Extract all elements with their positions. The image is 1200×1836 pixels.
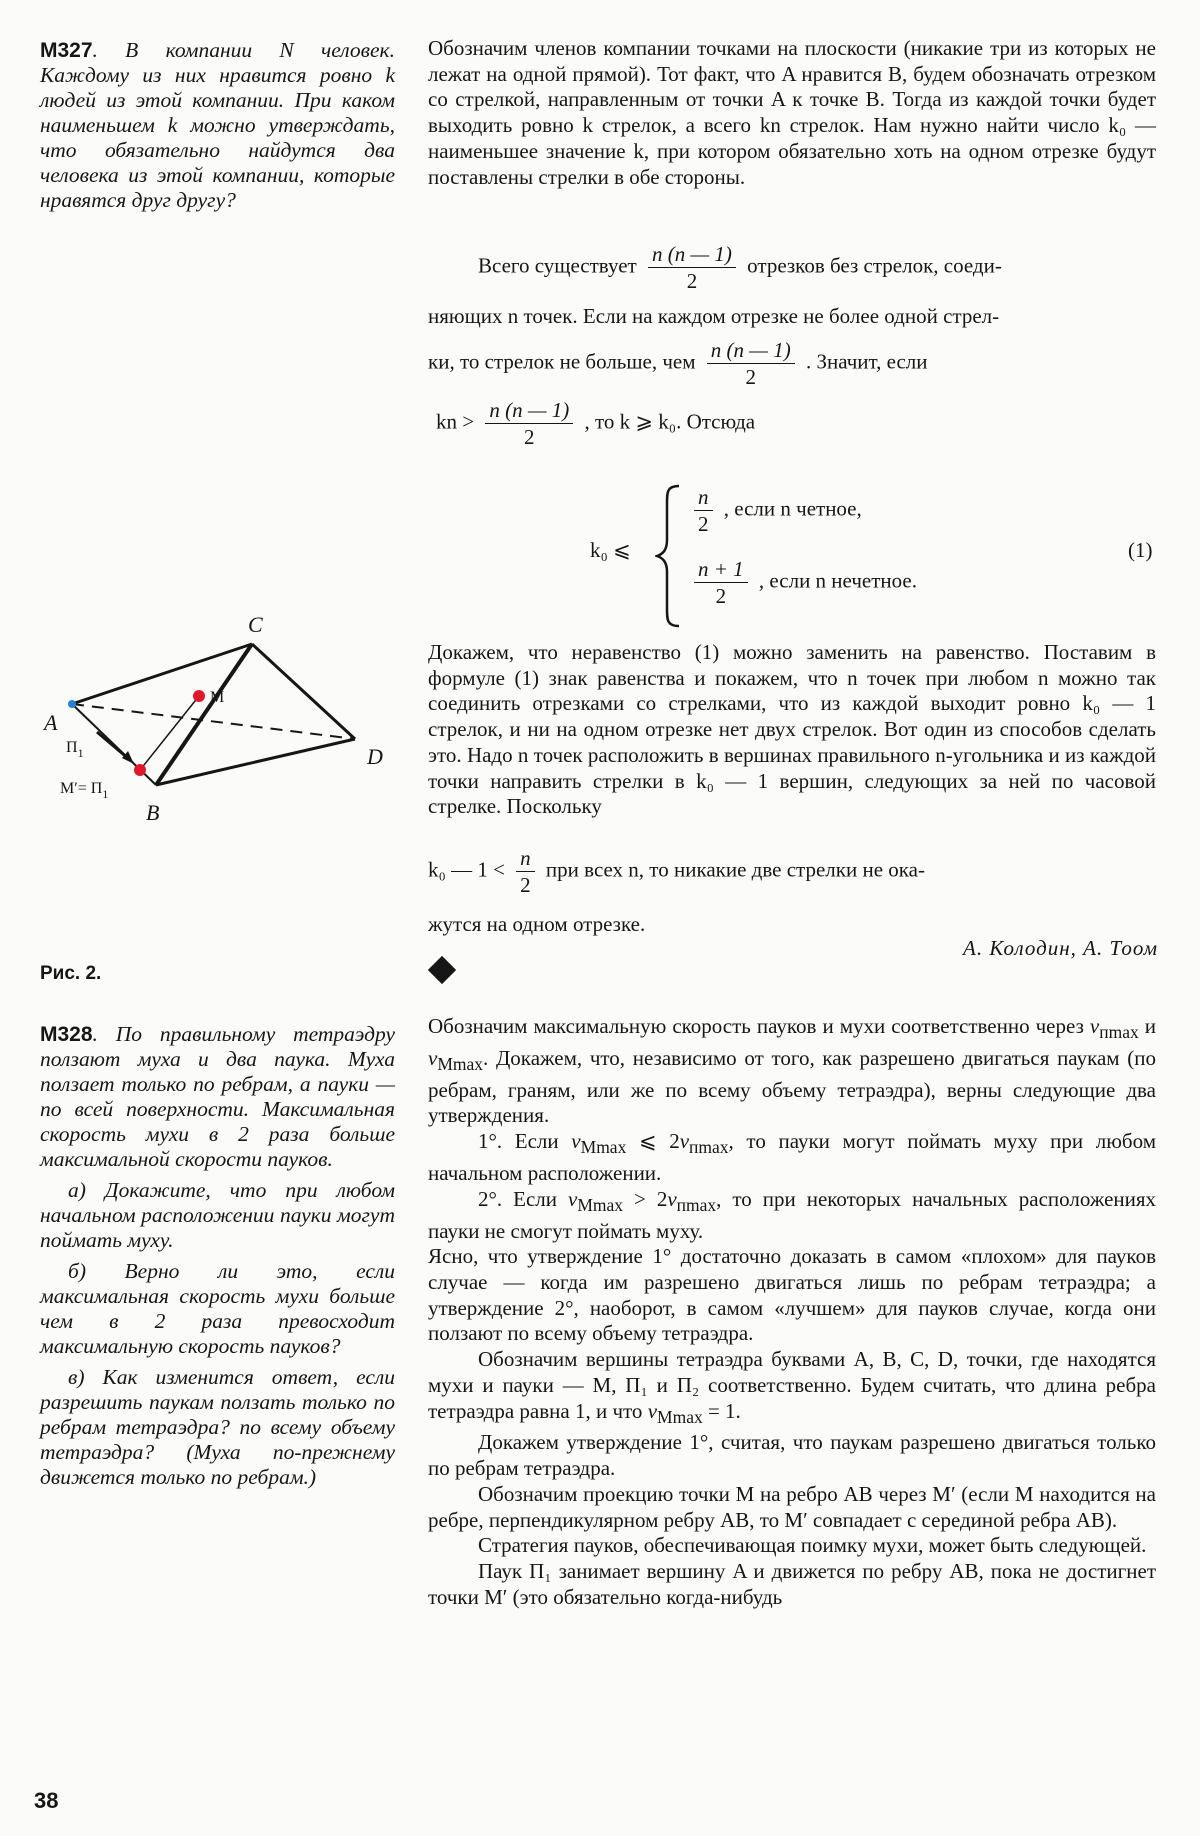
text-fragment: . Значит, если <box>805 349 928 374</box>
text-fragment: . Докажем, что, независимо от того, как разрешено двигаться паукам (по ребрам, граням, или же по всему объему тетраэдра), верны следующие два утверждения. <box>428 1045 1156 1128</box>
fraction <box>648 241 736 294</box>
point-mprime <box>134 764 146 776</box>
subscript-max: max <box>672 1406 703 1427</box>
paragraph: Ясно, что утверждение 1° достаточно доказать в самом «плохом» для пауков случае — когда им разрешено двигаться лишь по ребрам тетраэдра; а утверждение 2°, наоборот, в самом «лучшем» для пауков случае, когда они ползают по всему объему тетраэдра. <box>428 1244 1156 1346</box>
fraction-numerator: n (n — 1) <box>648 241 736 268</box>
case-condition: , если n нечетное. <box>758 568 917 593</box>
formula-line-1 <box>478 241 1002 294</box>
problem-part-c: в) Как изменится ответ, если разрешить паукам ползать только по ребрам тетраэдра? по всему объему тетраэдра? (Муха по-прежнему движется только по ребрам.) <box>40 1365 395 1489</box>
solution-text-line: няющих n точек. Если на каждом отрезке не более одной стрел- <box>428 304 1000 328</box>
problem-number: M327 <box>40 39 93 62</box>
solution-para-1 <box>428 1014 1156 1129</box>
signature: А. Колодин, А. Тоом <box>963 936 1158 960</box>
edge-bd <box>156 739 355 785</box>
var-v: v <box>567 1186 578 1211</box>
solution-m327 <box>428 36 1156 190</box>
var-v: v <box>667 1186 677 1211</box>
fraction-denominator: 2 <box>686 269 698 293</box>
point-m <box>193 690 205 702</box>
fraction <box>516 845 535 898</box>
relation: ⩽ 2 <box>638 1129 680 1154</box>
solution-m328 <box>428 1014 1156 1610</box>
fraction-denominator: 2 <box>520 873 531 897</box>
var-v: v <box>1089 1014 1100 1038</box>
subscript-max: max <box>592 1194 624 1215</box>
var-v: v <box>679 1129 690 1154</box>
system-case-2 <box>688 556 917 609</box>
problem-text: . По правильному тетраэдру ползают муха и два паука. Муха ползает только по ребрам, а пауки — по всей поверхности. Максимальная скорость мухи в 2 раза больше максимальной скорости пауков. <box>40 1022 395 1171</box>
text-fragment: при всех n, то никакие две стрелки не ока- <box>545 857 925 882</box>
statement-2 <box>428 1187 1156 1245</box>
text-fragment: k₀ — 1 < <box>428 857 505 882</box>
problem-part-b: б) Верно ли это, если максимальная скорость мухи больше чем в 2 раза превосходит максимальную скорость пауков? <box>40 1259 395 1358</box>
subscript: М <box>580 1137 597 1158</box>
edge-cd <box>252 644 355 739</box>
label-m: M <box>210 689 225 706</box>
solution-para-1: Обозначим членов компании точками на плоскости (никакие три из которых не лежат на одной прямой). Тот факт, что A нравится B, будем обозначать отрезком со стрелкой, направленным от точки A к точке B. Тогда из каждой точки будет выходить ровно k стрелок, а всего kn стрелок. Нам нужно найти число k₀ — наименьшее значение k, при котором обязательно хоть на одном отрезке будут поставлены стрелки в обе стороны. <box>428 36 1156 189</box>
text-fragment: , то пауки могут поймать муху при любом начальном расположении. <box>428 1129 1157 1186</box>
subscript-max: max <box>1108 1022 1139 1043</box>
system-case-1 <box>688 484 862 537</box>
fraction-numerator: n <box>694 484 713 511</box>
paragraph: Докажем утверждение 1°, считая, что паукам разрешено двигаться только по ребрам тетраэдра. <box>428 1430 1156 1481</box>
var-v: v <box>571 1129 581 1154</box>
paragraph: Паук П₁ занимает вершину A и движется по ребру AB, пока не достигнет точки М′ (это обязательно когда-нибудь <box>428 1559 1156 1609</box>
label-c: C <box>248 612 263 637</box>
subscript-max: max <box>452 1054 484 1075</box>
subscript: п <box>689 1137 699 1158</box>
label-a: A <box>44 710 58 735</box>
fraction-numerator: n + 1 <box>694 556 748 583</box>
subscript: М <box>437 1054 453 1075</box>
paragraph: Обозначим проекцию точки М на ребро AB через М′ (если М находится на ребре, перпендикулярном ребру AB, то М′ совпадает с серединой ребра AB). <box>428 1481 1156 1532</box>
subscript-max: max <box>686 1194 717 1215</box>
problem-m328 <box>40 1022 395 1490</box>
text-fragment: Обозначим вершины тетраэдра буквами A, B, C, D, точки, где находятся мухи и пауки — М, П₁ и П₂ соответственно. Будем считать, что длина ребра тетраэдра равна 1, и что <box>428 1347 1156 1423</box>
label-b: B <box>146 800 160 825</box>
edge-ac <box>72 644 252 704</box>
point-a <box>68 700 76 708</box>
fraction <box>485 397 573 450</box>
fraction-numerator: n <box>516 845 535 872</box>
formula-line-3 <box>436 397 755 450</box>
page-number: 38 <box>34 1788 59 1813</box>
edge-cb <box>156 644 252 785</box>
fraction-denominator: 2 <box>524 425 535 449</box>
fraction <box>694 484 713 537</box>
formula-line-4 <box>428 845 925 898</box>
fraction <box>707 337 795 390</box>
fraction-denominator: 2 <box>715 584 727 608</box>
figure-caption: Рис. 2. <box>40 963 102 984</box>
text-fragment: = 1. <box>707 1398 741 1423</box>
formula-line-2 <box>428 337 928 390</box>
tetrahedron-figure <box>30 600 410 960</box>
var-v: v <box>647 1398 658 1423</box>
paragraph: Стратегия пауков, обеспечивающая поимку мухи, может быть следующей. <box>478 1533 1147 1558</box>
system-lhs: k₀ ⩽ <box>590 538 631 562</box>
statement-1 <box>428 1129 1156 1187</box>
text-fragment: отрезков без стрелок, соеди- <box>747 253 1002 278</box>
paragraph: Докажем, что неравенство (1) можно заменить на равенство. Поставим в формуле (1) знак равенства и покажем, что n точек при любом n можно так соединить отрезками со стрелками, что из каждой выходит ровно k₀ — 1 стрелок, и ни на одном отрезке нет двух стрелок. Вот один из способов сделать это. Надо n точек расположить в вершинах правильного n-угольника и из каждой точки направить стрелки в k₀ — 1 вершин, следующих за ней по часовой стрелке. Поскольку <box>428 640 1156 819</box>
text-fragment: ки, то стрелок не больше, чем <box>428 349 696 374</box>
problem-text: . В компании N человек. Каждому из них нравится ровно k людей из этой компании. При каком наименьшем k можно утверждать, что обязательно найдутся два человека из этой компании, которые нравятся друг другу? <box>40 38 395 212</box>
problem-part-a: а) Докажите, что при любом начальном расположении пауки могут поймать муху. <box>40 1178 395 1252</box>
relation: > 2 <box>634 1186 668 1211</box>
solution-text-line: жутся на одном отрезке. <box>428 912 646 936</box>
curly-brace-icon <box>655 482 685 630</box>
fraction-denominator: 2 <box>745 365 756 389</box>
text-fragment: , то при некоторых начальных расположениях пауки не смогут поймать муху. <box>428 1186 1157 1243</box>
case-condition: , если n четное, <box>723 496 862 521</box>
label-p1: $П_1$ <box>66 739 84 760</box>
subscript: п <box>1099 1022 1109 1043</box>
var-v: v <box>428 1045 438 1070</box>
paragraph <box>428 1347 1156 1430</box>
subscript: М <box>657 1406 673 1427</box>
label-mprime: $M'= П_1$ <box>60 780 109 801</box>
section-divider-diamond-icon <box>428 956 456 984</box>
fraction-numerator: n (n — 1) <box>707 337 795 364</box>
subscript: М <box>577 1194 593 1215</box>
text-fragment: 2°. Если <box>478 1186 557 1211</box>
text-fragment: Обозначим максимальную скорость пауков и мухи соответственно через <box>428 1014 1084 1038</box>
subscript-max: max <box>698 1137 729 1158</box>
subscript: п <box>676 1194 687 1215</box>
text-fragment: kn > <box>436 409 475 434</box>
fraction-numerator: n (n — 1) <box>485 397 573 424</box>
fraction <box>694 556 748 609</box>
text-fragment: , то k ⩾ k₀. Отсюда <box>584 409 756 434</box>
fraction-denominator: 2 <box>698 512 709 536</box>
problem-number: M328 <box>40 1023 93 1046</box>
edge-ad-hidden <box>72 704 355 739</box>
label-d: D <box>367 744 383 769</box>
text-fragment: 1°. Если <box>478 1129 559 1154</box>
solution-para-3 <box>428 640 1156 820</box>
subscript-max: max <box>596 1137 627 1158</box>
equation-label: (1) <box>1128 538 1153 562</box>
text-fragment: Всего существует <box>478 253 637 278</box>
problem-m327 <box>40 38 395 213</box>
text-fragment: и <box>1144 1014 1156 1038</box>
